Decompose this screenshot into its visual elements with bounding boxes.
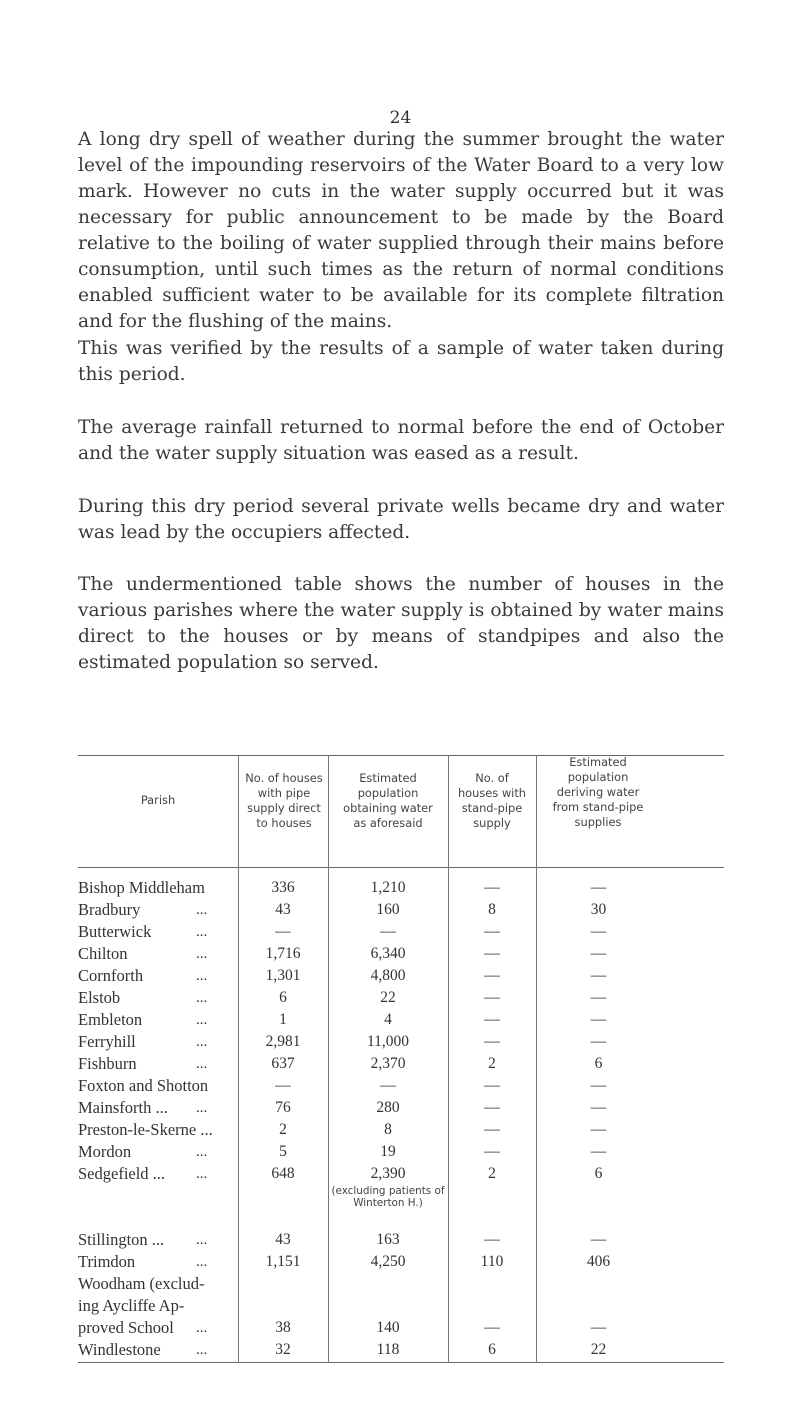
standpipe-houses: 2 [488, 1055, 496, 1072]
leader-dots: ... [196, 924, 208, 940]
table-row [78, 1053, 724, 1075]
pipe-houses: 43 [275, 901, 291, 918]
pipe-population: — [380, 923, 396, 940]
pipe-population: 4,800 [370, 967, 406, 984]
leader-dots: ... [196, 946, 208, 962]
pipe-houses: 648 [271, 1165, 295, 1182]
pipe-population: 19 [380, 1143, 396, 1160]
standpipe-houses: — [484, 1143, 500, 1160]
leader-dots: ... [196, 1342, 208, 1358]
table-row [78, 1031, 724, 1053]
parish-name: Windlestone [78, 1340, 161, 1359]
leader-dots: ... [196, 990, 208, 1006]
pipe-population: — [380, 1077, 396, 1094]
standpipe-houses: — [484, 989, 500, 1006]
pipe-houses: 336 [271, 879, 295, 896]
water-supply-table [78, 755, 724, 1375]
table-row [78, 1141, 724, 1163]
parish-name: Mordon [78, 1142, 132, 1161]
standpipe-houses: — [484, 1121, 500, 1138]
standpipe-houses: 8 [488, 901, 496, 918]
pipe-houses: — [275, 1077, 291, 1094]
table-header-rule [78, 867, 724, 868]
parish-name: Embleton [78, 1010, 143, 1029]
standpipe-houses: — [484, 1231, 500, 1248]
standpipe-houses: — [484, 1011, 500, 1028]
pipe-houses: 637 [271, 1055, 295, 1072]
pipe-houses: 76 [275, 1099, 291, 1116]
standpipe-population: 6 [594, 1055, 603, 1072]
pipe-houses: 6 [279, 989, 287, 1006]
standpipe-houses: 110 [480, 1253, 504, 1270]
header-standpipe-population: Estimated population deriving water from stand-pipe supplies [552, 755, 644, 829]
paragraph-rainfall: The average rainfall returned to normal before the end of October and the water supply situation was eased as a result. [78, 417, 724, 464]
standpipe-population: — [590, 945, 607, 962]
standpipe-population: — [590, 1231, 607, 1248]
pipe-population: 1,210 [370, 879, 406, 896]
pipe-population: 140 [376, 1319, 400, 1336]
standpipe-population: — [590, 1143, 607, 1160]
leader-dots: ... [196, 1166, 208, 1182]
page-number: 24 [389, 108, 412, 128]
parish-name: Bishop Middleham [78, 878, 205, 897]
parish-name: Cornforth [78, 966, 144, 985]
header-standpipe-houses: No. of houses with stand-pipe supply [457, 771, 527, 830]
standpipe-houses: — [484, 1077, 500, 1094]
pipe-population: 4 [384, 1011, 392, 1028]
pipe-population: 8 [384, 1121, 392, 1138]
standpipe-population: — [590, 923, 607, 940]
standpipe-houses: — [484, 945, 500, 962]
pipe-houses: 1,301 [265, 967, 301, 984]
pipe-houses: 32 [275, 1341, 291, 1358]
paragraph-table-intro: The undermentioned table shows the number of houses in the various parishes where the water supply is obtained by water mains direct to the houses or by means of standpipes and also the estimated population so served. [78, 574, 724, 673]
parish-name: Elstob [78, 988, 121, 1007]
parish-name: Trimdon [78, 1252, 136, 1271]
leader-dots: ... [196, 1100, 208, 1116]
leader-dots: ... [196, 1144, 208, 1160]
leader-dots: ... [196, 902, 208, 918]
paragraph-verification: This was verified by the results of a sample of water taken during this period. [78, 338, 724, 385]
standpipe-population: — [590, 879, 607, 896]
parish-name: Mainsforth ... [78, 1098, 168, 1117]
header-parish: Parish [140, 793, 176, 807]
pipe-houses: 1 [279, 1011, 287, 1028]
parish-name-line: ing Aycliffe Ap- [78, 1296, 185, 1315]
paragraph-wells: During this dry period several private wells became dry and water was lead by the occupiers affected. [78, 496, 724, 543]
standpipe-houses: — [484, 1319, 500, 1336]
pipe-population: 11,000 [366, 1033, 410, 1050]
table-row [78, 1339, 724, 1361]
paragraph-water-level: A long dry spell of weather during the summer brought the water level of the impounding reservoirs of the Water Board to a very low mark. However no cuts in the water supply occurred but it was necessary for public announcement to be made by the Board relative to the boiling of water supplied through their mains before consumption, until such times as the return of normal conditions enabled sufficient water to be available for its complete filtration and for the flushing of the mains. [78, 129, 724, 332]
standpipe-population: — [590, 967, 607, 984]
parish-name: Stillington ... [78, 1230, 165, 1249]
standpipe-population: 30 [590, 901, 607, 918]
table-row [78, 1009, 724, 1031]
parish-name: Foxton and Shotton [78, 1076, 209, 1095]
standpipe-population: — [590, 1077, 607, 1094]
table-row [78, 1229, 724, 1251]
standpipe-houses: 6 [488, 1341, 496, 1358]
pipe-houses: 2 [279, 1121, 287, 1138]
pipe-houses: — [275, 923, 291, 940]
standpipe-population: — [590, 1121, 607, 1138]
pipe-population: 2,370 [370, 1055, 406, 1072]
table-row [78, 1119, 724, 1141]
leader-dots: ... [196, 1254, 208, 1270]
table-row [78, 987, 724, 1009]
table-row [78, 1251, 724, 1273]
table-row [78, 1075, 724, 1097]
parish-name: Preston-le-Skerne ... [78, 1120, 213, 1139]
leader-dots: ... [196, 1012, 208, 1028]
pipe-population: 160 [376, 901, 400, 918]
parish-name: Fishburn [78, 1054, 137, 1073]
standpipe-population: 22 [590, 1341, 607, 1358]
standpipe-population: — [590, 1011, 607, 1028]
pipe-houses: 1,716 [265, 945, 301, 962]
pipe-population: 118 [376, 1341, 400, 1358]
header-pipe-population: Estimated population obtaining water as aforesaid [343, 771, 433, 830]
pipe-population: 280 [376, 1099, 400, 1116]
standpipe-population: — [590, 1033, 607, 1050]
leader-dots: ... [196, 1320, 208, 1336]
pipe-houses: 1,151 [265, 1253, 301, 1270]
parish-name: Sedgefield ... [78, 1164, 166, 1183]
pipe-population: 22 [380, 989, 396, 1006]
parish-name [78, 1273, 238, 1339]
parish-name-line: proved School [78, 1318, 174, 1337]
standpipe-houses: — [484, 1099, 500, 1116]
table-row [78, 1163, 724, 1185]
table-row [78, 1097, 724, 1119]
standpipe-houses: — [484, 923, 500, 940]
standpipe-population: — [590, 1099, 607, 1116]
parish-name: Chilton [78, 944, 128, 963]
leader-dots: ... [196, 1232, 208, 1248]
standpipe-houses: — [484, 1033, 500, 1050]
header-pipe-houses: No. of houses with pipe supply direct to houses [245, 771, 323, 830]
parish-name: Butterwick [78, 922, 152, 941]
standpipe-population: 406 [586, 1253, 611, 1270]
pipe-population: 6,340 [370, 945, 406, 962]
pipe-houses: 38 [275, 1319, 291, 1336]
table-row [78, 899, 724, 921]
standpipe-houses: — [484, 967, 500, 984]
standpipe-population: 6 [594, 1165, 603, 1182]
pipe-population: 163 [376, 1231, 400, 1248]
standpipe-houses: — [484, 879, 500, 896]
pipe-houses: 43 [275, 1231, 291, 1248]
pipe-population: 4,250 [370, 1253, 406, 1270]
parish-name: Ferryhill [78, 1032, 136, 1051]
parish-name: Bradbury [78, 900, 141, 919]
sedgefield-note: (excluding patients of Winterton H.) [331, 1185, 445, 1209]
pipe-houses: 2,981 [265, 1033, 301, 1050]
leader-dots: ... [196, 1034, 208, 1050]
leader-dots: ... [196, 1056, 208, 1072]
table-bottom-rule [78, 1362, 724, 1363]
standpipe-population: — [590, 1319, 607, 1336]
parish-name-line: Woodham (exclud- [78, 1274, 205, 1293]
table-row [78, 921, 724, 943]
pipe-houses: 5 [279, 1143, 287, 1160]
table-row [78, 943, 724, 965]
table-row [78, 877, 724, 899]
standpipe-population: — [590, 989, 607, 1006]
pipe-population: 2,390 [370, 1165, 406, 1182]
standpipe-houses: 2 [488, 1165, 496, 1182]
leader-dots: ... [196, 968, 208, 984]
table-row [78, 1274, 724, 1339]
table-row [78, 965, 724, 987]
